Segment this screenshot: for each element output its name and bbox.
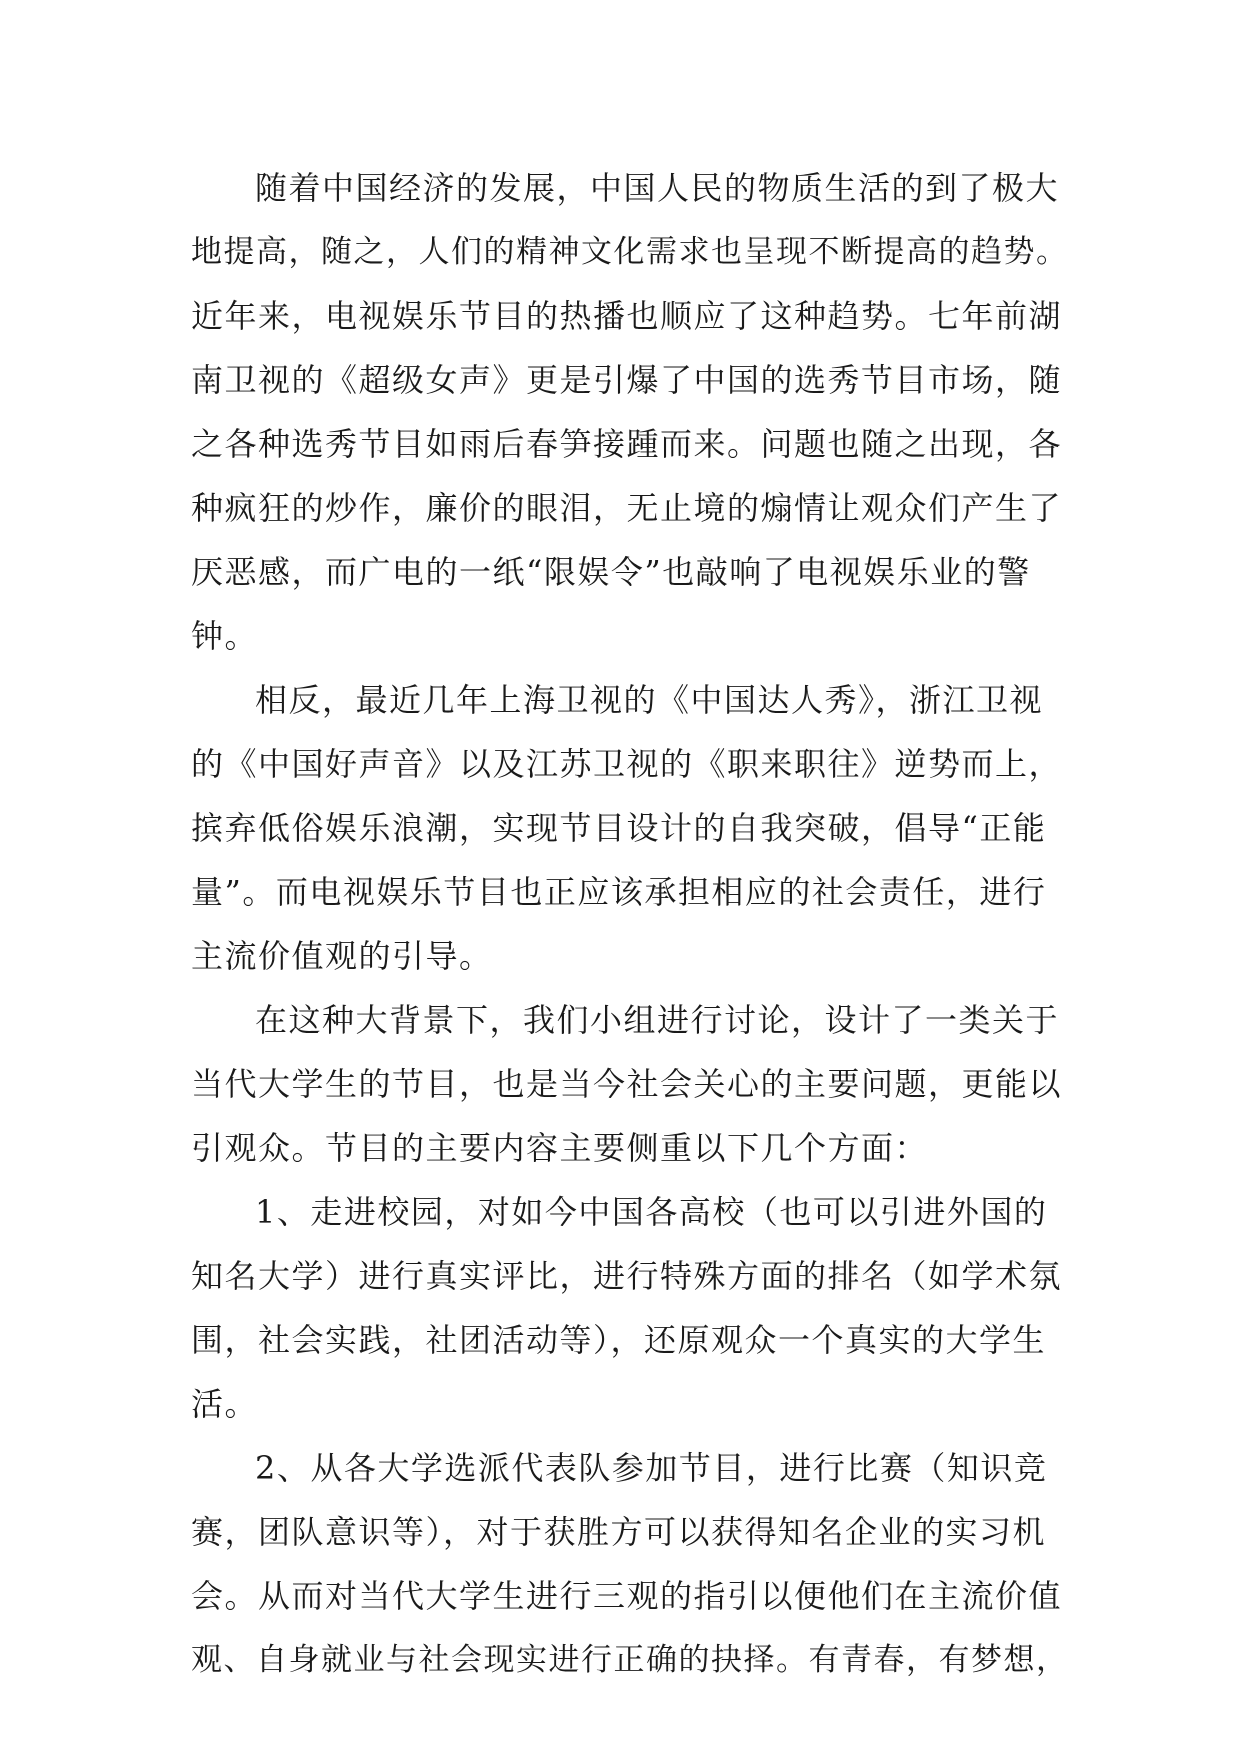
paragraph-1-line-6: 种疯狂的炒作，廉价的眼泪，无止境的煽情让观众们产生了 [191, 489, 1063, 527]
paragraph-3-line-3: 引观众。节目的主要内容主要侧重以下几个方面： [191, 1129, 929, 1167]
paragraph-2-line-3: 摈弃低俗娱乐浪潮，实现节目设计的自我突破，倡导“正能 [191, 809, 1047, 847]
paragraph-1-line-7: 厌恶感，而广电的一纸“限娱令”也敲响了电视娱乐业的警 [191, 553, 1031, 591]
paragraph-1-line-4: 南卫视的《超级女声》更是引爆了中国的选秀节目市场，随 [191, 361, 1063, 399]
paragraph-2-line-5: 主流价值观的引导。 [191, 937, 493, 975]
paragraph-1-line-3: 近年来，电视娱乐节目的热播也顺应了这种趋势。七年前湖 [191, 297, 1063, 335]
list-item-1-line-4: 活。 [191, 1385, 259, 1423]
paragraph-1-line-1: 随着中国经济的发展，中国人民的物质生活的到了极大 [255, 169, 1060, 207]
paragraph-2-line-1: 相反，最近几年上海卫视的《中国达人秀》，浙江卫视 [255, 681, 1044, 719]
paragraph-3-line-2: 当代大学生的节目，也是当今社会关心的主要问题，更能以 [191, 1065, 1063, 1103]
paragraph-1-line-5: 之各种选秀节目如雨后春笋接踵而来。问题也随之出现，各 [191, 425, 1063, 463]
list-item-2-line-2: 赛，团队意识等），对于获胜方可以获得知名企业的实习机 [191, 1513, 1047, 1551]
paragraph-2-line-2: 的《中国好声音》以及江苏卫视的《职来职往》逆势而上， [191, 745, 1063, 783]
paragraph-1-line-2: 地提高，随之，人们的精神文化需求也呈现不断提高的趋势。 [191, 234, 1069, 270]
list-item-2-line-4: 观、自身就业与社会现实进行正确的抉择。有青春，有梦想， [191, 1642, 1069, 1678]
list-item-1-line-1: 1、走进校园，对如今中国各高校（也可以引进外国的 [255, 1193, 1048, 1231]
list-item-2-line-1: 2、从各大学选派代表队参加节目，进行比赛（知识竞 [255, 1449, 1048, 1487]
paragraph-2-line-4: 量”。而电视娱乐节目也正应该承担相应的社会责任，进行 [191, 873, 1047, 911]
list-item-1-line-3: 围，社会实践，社团活动等），还原观众一个真实的大学生 [191, 1321, 1047, 1359]
paragraph-1-line-8: 钟。 [191, 617, 259, 655]
paragraph-3-line-1: 在这种大背景下，我们小组进行讨论，设计了一类关于 [255, 1001, 1060, 1039]
list-item-1-line-2: 知名大学）进行真实评比，进行特殊方面的排名（如学术氛 [191, 1257, 1063, 1295]
list-item-2-line-3: 会。从而对当代大学生进行三观的指引以便他们在主流价值 [191, 1577, 1063, 1615]
